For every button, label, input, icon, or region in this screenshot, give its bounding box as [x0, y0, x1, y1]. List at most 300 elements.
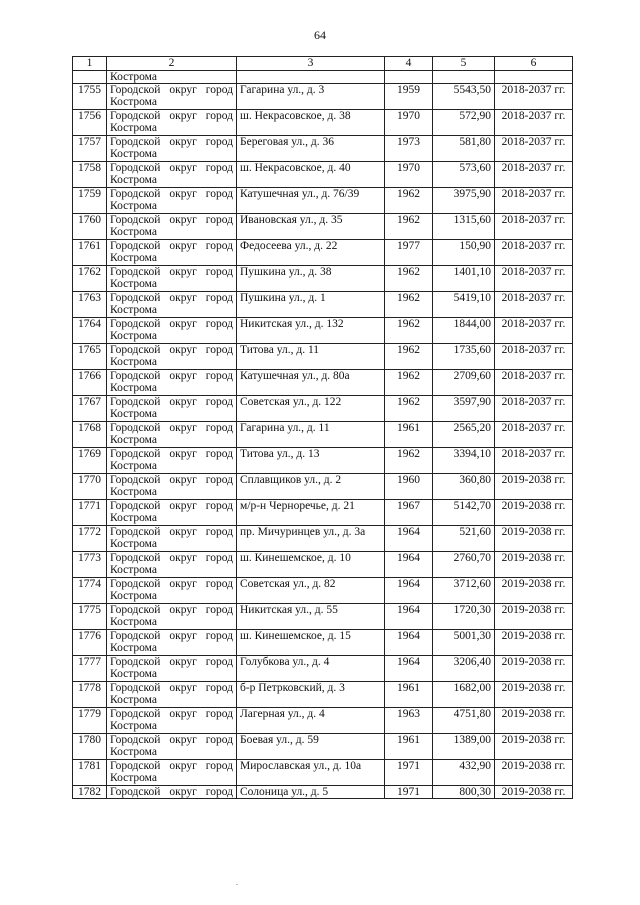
cell-address: Советская ул., д. 82 — [237, 578, 385, 604]
cell-row-number: 1781 — [73, 760, 107, 786]
municipality-city: Кострома — [110, 564, 157, 576]
cell-area: 3975,90 — [433, 188, 495, 214]
cell-period: 2018-2037 гг. — [495, 136, 573, 162]
cell-area: 5142,70 — [433, 500, 495, 526]
municipality-word: Городской — [110, 474, 161, 486]
municipality-word: округ — [169, 604, 197, 616]
cell-period: 2019-2038 гг. — [495, 604, 573, 630]
cell-area: 572,90 — [433, 110, 495, 136]
municipality-word: округ — [169, 136, 197, 148]
municipality-word: Городской — [110, 266, 161, 278]
municipality-word: Городской — [110, 344, 161, 356]
cell-year-built: 1962 — [385, 448, 433, 474]
municipality-word: Городской — [110, 448, 161, 460]
cell-municipality — [107, 84, 237, 110]
cell-period: 2019-2038 гг. — [495, 682, 573, 708]
cell-period: 2018-2037 гг. — [495, 396, 573, 422]
municipality-word: город — [205, 396, 233, 408]
cell-area: 5419,10 — [433, 292, 495, 318]
municipality-word: Городской — [110, 708, 161, 720]
municipality-city: Кострома — [110, 200, 157, 212]
municipality-word: округ — [169, 370, 197, 382]
municipality-word: город — [205, 500, 233, 512]
cell-municipality: Кострома — [107, 71, 237, 84]
cell-year-built: 1970 — [385, 162, 433, 188]
table-row — [73, 214, 573, 240]
cell-area: 2709,60 — [433, 370, 495, 396]
table-row — [73, 448, 573, 474]
table-row — [73, 552, 573, 578]
table-row — [73, 266, 573, 292]
cell-year-built: 1964 — [385, 578, 433, 604]
cell-period: 2018-2037 гг. — [495, 292, 573, 318]
cell-period: 2019-2038 гг. — [495, 578, 573, 604]
cell-municipality — [107, 500, 237, 526]
cell-period: 2019-2038 гг. — [495, 552, 573, 578]
municipality-word: округ — [169, 214, 197, 226]
cell-period: 2019-2038 гг. — [495, 526, 573, 552]
cell-municipality — [107, 552, 237, 578]
cell-year-built: 1962 — [385, 214, 433, 240]
municipality-word: округ — [169, 474, 197, 486]
cell-row-number: 1768 — [73, 422, 107, 448]
cell-row-number: 1766 — [73, 370, 107, 396]
cell-municipality — [107, 734, 237, 760]
cell-address: Ивановская ул., д. 35 — [237, 214, 385, 240]
column-number-header-row — [73, 57, 573, 71]
municipality-city: Кострома — [110, 122, 157, 134]
cell-area: 800,30 — [433, 786, 495, 799]
municipality-city: Кострома — [110, 486, 157, 498]
cell-period: 2018-2037 гг. — [495, 110, 573, 136]
cell-area: 3597,90 — [433, 396, 495, 422]
cell-year-built: 1962 — [385, 344, 433, 370]
page-number: 64 — [314, 28, 326, 42]
municipality-word: округ — [169, 630, 197, 642]
cell-municipality — [107, 396, 237, 422]
cell-address: б-р Петрковский, д. 3 — [237, 682, 385, 708]
cell-address: Пушкина ул., д. 1 — [237, 292, 385, 318]
cell-period: 2018-2037 гг. — [495, 266, 573, 292]
cell-address: ш. Некрасовское, д. 40 — [237, 162, 385, 188]
cell-row-number: 1761 — [73, 240, 107, 266]
cell-row-number: 1779 — [73, 708, 107, 734]
cell-municipality — [107, 708, 237, 734]
municipality-word: Городской — [110, 422, 161, 434]
table-row — [73, 500, 573, 526]
table-row — [73, 188, 573, 214]
cell-address: Лагерная ул., д. 4 — [237, 708, 385, 734]
municipality-word: округ — [169, 552, 197, 564]
municipality-city: Кострома — [110, 642, 157, 654]
cell-address: Никитская ул., д. 132 — [237, 318, 385, 344]
municipality-word: Городской — [110, 318, 161, 330]
municipality-city: Кострома — [110, 278, 157, 290]
cell-municipality — [107, 162, 237, 188]
cell-address: Сплавщиков ул., д. 2 — [237, 474, 385, 500]
municipality-word: Городской — [110, 240, 161, 252]
cell-area: 2565,20 — [433, 422, 495, 448]
continuation-row — [73, 71, 573, 84]
col-header: 3 — [237, 57, 385, 71]
municipality-word: Городской — [110, 136, 161, 148]
table-row — [73, 422, 573, 448]
cell-year-built: 1962 — [385, 318, 433, 344]
cell-area: 5543,50 — [433, 84, 495, 110]
municipality-word: город — [205, 292, 233, 304]
municipality-word: город — [205, 162, 233, 174]
municipality-word: округ — [169, 682, 197, 694]
cell-row-number: 1772 — [73, 526, 107, 552]
cell-municipality — [107, 110, 237, 136]
municipality-city: Кострома — [110, 226, 157, 238]
municipality-word: город — [205, 448, 233, 460]
cell-year-built: 1964 — [385, 526, 433, 552]
municipality-word: Городской — [110, 604, 161, 616]
municipality-word: Городской — [110, 84, 161, 96]
cell-year-built: 1962 — [385, 370, 433, 396]
cell-area: 1315,60 — [433, 214, 495, 240]
municipality-word: Городской — [110, 760, 161, 772]
cell-period: 2018-2037 гг. — [495, 448, 573, 474]
municipality-city: Кострома — [110, 694, 157, 706]
cell-area: 432,90 — [433, 760, 495, 786]
cell-address: пр. Мичуринцев ул., д. 3а — [237, 526, 385, 552]
municipality-word: округ — [169, 422, 197, 434]
municipality-city: Кострома — [110, 746, 157, 758]
cell-year-built: 1961 — [385, 734, 433, 760]
cell-row-number: 1762 — [73, 266, 107, 292]
table-row — [73, 526, 573, 552]
municipality-word: город — [205, 84, 233, 96]
cell-period: 2019-2038 гг. — [495, 734, 573, 760]
municipality-word: город — [205, 344, 233, 356]
cell-period: 2018-2037 гг. — [495, 214, 573, 240]
cell-empty — [385, 71, 433, 84]
table-row — [73, 162, 573, 188]
municipality-word: Городской — [110, 682, 161, 694]
table-row — [73, 656, 573, 682]
municipality-word: город — [205, 526, 233, 538]
cell-year-built: 1971 — [385, 786, 433, 799]
cell-address: Титова ул., д. 13 — [237, 448, 385, 474]
cell-municipality — [107, 526, 237, 552]
cell-period: 2018-2037 гг. — [495, 318, 573, 344]
municipality-city: Кострома — [110, 616, 157, 628]
municipality-word: город — [205, 786, 233, 798]
cell-municipality — [107, 188, 237, 214]
municipality-word: Городской — [110, 188, 161, 200]
municipality-word: Городской — [110, 396, 161, 408]
cell-period: 2019-2038 гг. — [495, 500, 573, 526]
cell-row-number: 1763 — [73, 292, 107, 318]
cell-address: Советская ул., д. 122 — [237, 396, 385, 422]
municipality-word: округ — [169, 448, 197, 460]
table-row — [73, 708, 573, 734]
municipality-word: город — [205, 214, 233, 226]
cell-area: 150,90 — [433, 240, 495, 266]
col-header: 6 — [495, 57, 573, 71]
cell-address: м/р-н Черноречье, д. 21 — [237, 500, 385, 526]
cell-period: 2018-2037 гг. — [495, 344, 573, 370]
cell-year-built: 1961 — [385, 422, 433, 448]
cell-municipality — [107, 292, 237, 318]
cell-period: 2019-2038 гг. — [495, 630, 573, 656]
cell-municipality — [107, 760, 237, 786]
cell-municipality — [107, 214, 237, 240]
table-row — [73, 578, 573, 604]
cell-area: 521,60 — [433, 526, 495, 552]
cell-area: 1682,00 — [433, 682, 495, 708]
municipality-word: округ — [169, 500, 197, 512]
cell-address: ш. Кинешемское, д. 15 — [237, 630, 385, 656]
table-row — [73, 84, 573, 110]
cell-row-number: 1767 — [73, 396, 107, 422]
municipality-word: город — [205, 110, 233, 122]
municipality-word: город — [205, 552, 233, 564]
cell-year-built: 1964 — [385, 656, 433, 682]
cell-address: Береговая ул., д. 36 — [237, 136, 385, 162]
cell-year-built: 1962 — [385, 188, 433, 214]
cell-area: 581,80 — [433, 136, 495, 162]
cell-area: 2760,70 — [433, 552, 495, 578]
municipality-word: округ — [169, 786, 197, 798]
cell-municipality — [107, 422, 237, 448]
municipality-city: Кострома — [110, 668, 157, 680]
housing-register-table — [72, 56, 573, 799]
municipality-word: Городской — [110, 292, 161, 304]
municipality-city: Кострома — [110, 96, 157, 108]
municipality-city: Кострома — [110, 772, 157, 784]
cell-address: Катушечная ул., д. 76/39 — [237, 188, 385, 214]
scan-speck — [236, 884, 238, 885]
table-row — [73, 136, 573, 162]
cell-area: 1720,30 — [433, 604, 495, 630]
cell-row-number: 1780 — [73, 734, 107, 760]
cell-year-built: 1960 — [385, 474, 433, 500]
col-header: 4 — [385, 57, 433, 71]
cell-address: Боевая ул., д. 59 — [237, 734, 385, 760]
municipality-word: Городской — [110, 786, 161, 798]
municipality-word: город — [205, 656, 233, 668]
cell-municipality — [107, 656, 237, 682]
cell-row-number: 1771 — [73, 500, 107, 526]
cell-year-built: 1963 — [385, 708, 433, 734]
municipality-word: округ — [169, 760, 197, 772]
cell-row-number: 1755 — [73, 84, 107, 110]
municipality-word: Городской — [110, 110, 161, 122]
municipality-word: Городской — [110, 734, 161, 746]
cell-year-built: 1962 — [385, 292, 433, 318]
cell-area: 3206,40 — [433, 656, 495, 682]
cell-address: Пушкина ул., д. 38 — [237, 266, 385, 292]
cell-municipality — [107, 682, 237, 708]
cell-empty — [433, 71, 495, 84]
municipality-word: округ — [169, 344, 197, 356]
cell-period: 2018-2037 гг. — [495, 84, 573, 110]
municipality-city: Кострома — [110, 408, 157, 420]
cell-year-built: 1964 — [385, 630, 433, 656]
cell-period: 2019-2038 гг. — [495, 760, 573, 786]
municipality-word: город — [205, 630, 233, 642]
cell-municipality — [107, 604, 237, 630]
table-row — [73, 396, 573, 422]
municipality-city: Кострома — [110, 330, 157, 342]
cell-address: Голубкова ул., д. 4 — [237, 656, 385, 682]
cell-area: 1389,00 — [433, 734, 495, 760]
municipality-word: город — [205, 474, 233, 486]
cell-address: ш. Кинешемское, д. 10 — [237, 552, 385, 578]
municipality-city: Кострома — [110, 512, 157, 524]
municipality-word: округ — [169, 162, 197, 174]
cell-municipality — [107, 786, 237, 799]
cell-municipality — [107, 474, 237, 500]
col-header: 5 — [433, 57, 495, 71]
municipality-word: Городской — [110, 370, 161, 382]
table-row — [73, 240, 573, 266]
municipality-word: округ — [169, 396, 197, 408]
municipality-word: Городской — [110, 214, 161, 226]
municipality-word: город — [205, 604, 233, 616]
table-row — [73, 318, 573, 344]
cell-row-number: 1775 — [73, 604, 107, 630]
municipality-city: Кострома — [110, 720, 157, 732]
cell-row-number: 1757 — [73, 136, 107, 162]
cell-address: Мирославская ул., д. 10а — [237, 760, 385, 786]
municipality-word: город — [205, 682, 233, 694]
municipality-city: Кострома — [110, 434, 157, 446]
cell-empty — [237, 71, 385, 84]
table-row — [73, 370, 573, 396]
cell-year-built: 1964 — [385, 604, 433, 630]
municipality-word: Городской — [110, 552, 161, 564]
municipality-word: город — [205, 266, 233, 278]
municipality-city: Кострома — [110, 460, 157, 472]
municipality-city: Кострома — [110, 304, 157, 316]
cell-municipality — [107, 630, 237, 656]
cell-address: Гагарина ул., д. 11 — [237, 422, 385, 448]
cell-year-built: 1959 — [385, 84, 433, 110]
municipality-word: Городской — [110, 526, 161, 538]
col-header: 1 — [73, 57, 107, 71]
municipality-word: Городской — [110, 578, 161, 590]
cell-row-number: 1778 — [73, 682, 107, 708]
cell-row-number: 1782 — [73, 786, 107, 799]
cell-municipality — [107, 344, 237, 370]
cell-period: 2019-2038 гг. — [495, 474, 573, 500]
cell-row-number: 1756 — [73, 110, 107, 136]
municipality-word: округ — [169, 110, 197, 122]
table-row — [73, 682, 573, 708]
municipality-word: округ — [169, 318, 197, 330]
cell-address: Титова ул., д. 11 — [237, 344, 385, 370]
cell-row-number: 1770 — [73, 474, 107, 500]
municipality-word: город — [205, 760, 233, 772]
cell-address: Федосеева ул., д. 22 — [237, 240, 385, 266]
cell-area: 4751,80 — [433, 708, 495, 734]
cell-address: Никитская ул., д. 55 — [237, 604, 385, 630]
cell-row-number: 1769 — [73, 448, 107, 474]
municipality-city: Кострома — [110, 382, 157, 394]
municipality-word: округ — [169, 526, 197, 538]
municipality-word: округ — [169, 240, 197, 252]
municipality-word: Городской — [110, 162, 161, 174]
cell-municipality — [107, 240, 237, 266]
cell-year-built: 1970 — [385, 110, 433, 136]
cell-address: Солоница ул., д. 5 — [237, 786, 385, 799]
cell-empty — [73, 71, 107, 84]
municipality-word: округ — [169, 708, 197, 720]
cell-municipality — [107, 136, 237, 162]
cell-empty — [495, 71, 573, 84]
cell-row-number: 1765 — [73, 344, 107, 370]
cell-row-number: 1773 — [73, 552, 107, 578]
municipality-city: Кострома — [110, 538, 157, 550]
table-row — [73, 474, 573, 500]
cell-address: Гагарина ул., д. 3 — [237, 84, 385, 110]
cell-municipality — [107, 318, 237, 344]
municipality-city: Кострома — [110, 590, 157, 602]
cell-area: 1401,10 — [433, 266, 495, 292]
cell-year-built: 1971 — [385, 760, 433, 786]
cell-row-number: 1774 — [73, 578, 107, 604]
cell-period: 2019-2038 гг. — [495, 708, 573, 734]
municipality-city: Кострома — [110, 252, 157, 264]
municipality-word: город — [205, 240, 233, 252]
municipality-word: округ — [169, 84, 197, 96]
cell-row-number: 1777 — [73, 656, 107, 682]
cell-period: 2019-2038 гг. — [495, 656, 573, 682]
cell-year-built: 1962 — [385, 266, 433, 292]
cell-year-built: 1967 — [385, 500, 433, 526]
table-row — [73, 292, 573, 318]
municipality-word: Городской — [110, 656, 161, 668]
table-row — [73, 760, 573, 786]
municipality-word: город — [205, 422, 233, 434]
cell-municipality — [107, 370, 237, 396]
municipality-city: Кострома — [110, 174, 157, 186]
municipality-word: город — [205, 734, 233, 746]
municipality-word: округ — [169, 734, 197, 746]
municipality-city: Кострома — [110, 356, 157, 368]
cell-period: 2018-2037 гг. — [495, 162, 573, 188]
cell-area: 1735,60 — [433, 344, 495, 370]
cell-period: 2018-2037 гг. — [495, 188, 573, 214]
cell-year-built: 1973 — [385, 136, 433, 162]
cell-year-built: 1964 — [385, 552, 433, 578]
cell-area: 360,80 — [433, 474, 495, 500]
municipality-word: город — [205, 136, 233, 148]
table-row — [73, 344, 573, 370]
municipality-word: округ — [169, 656, 197, 668]
table-row — [73, 786, 573, 799]
cell-area: 3394,10 — [433, 448, 495, 474]
cell-address: ш. Некрасовское, д. 38 — [237, 110, 385, 136]
municipality-word: округ — [169, 292, 197, 304]
cell-period: 2019-2038 гг. — [495, 786, 573, 799]
municipality-word: Городской — [110, 500, 161, 512]
cell-period: 2018-2037 гг. — [495, 370, 573, 396]
cell-period: 2018-2037 гг. — [495, 422, 573, 448]
municipality-word: город — [205, 370, 233, 382]
municipality-word: город — [205, 188, 233, 200]
municipality-word: округ — [169, 266, 197, 278]
cell-area: 573,60 — [433, 162, 495, 188]
municipality-word: округ — [169, 578, 197, 590]
cell-row-number: 1759 — [73, 188, 107, 214]
cell-year-built: 1961 — [385, 682, 433, 708]
col-header: 2 — [107, 57, 237, 71]
